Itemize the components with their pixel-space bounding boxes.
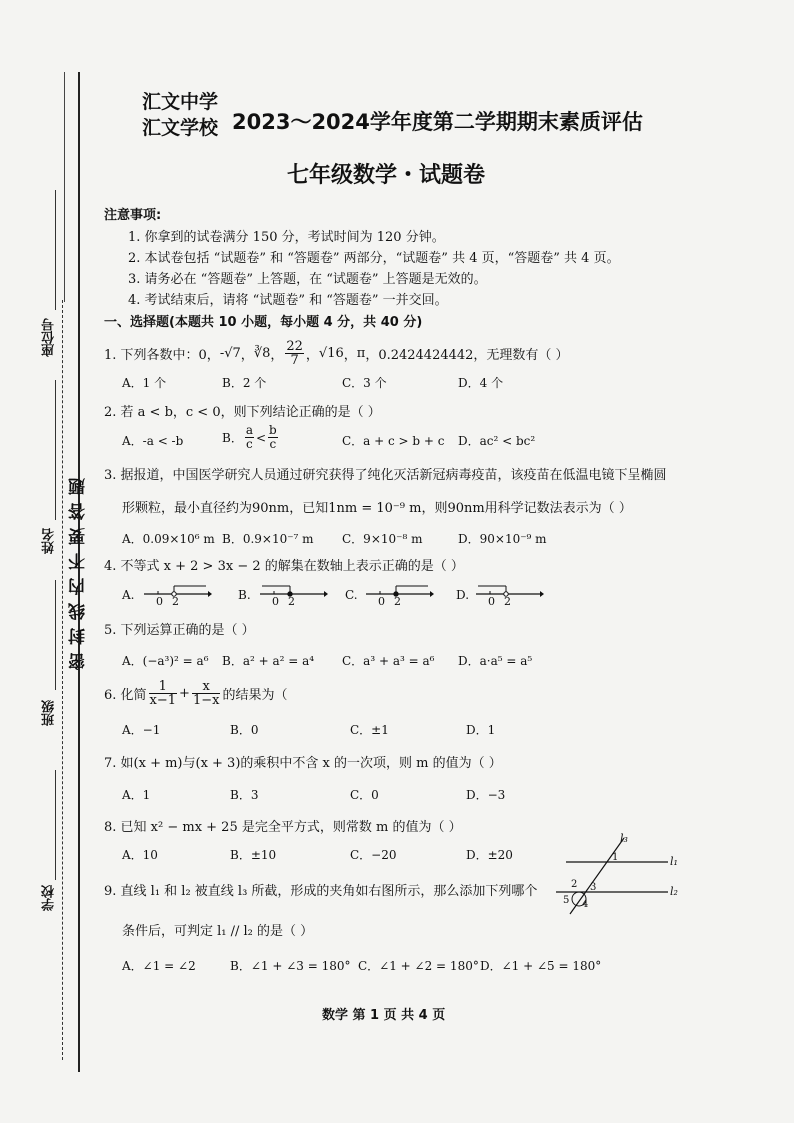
q6-option-d: D．1 — [466, 723, 496, 737]
q7-option-c: C．0 — [350, 788, 379, 802]
q4-b-tick-0: 0 — [272, 595, 279, 608]
q9-option-c: C．∠1 + ∠2 = 180° — [358, 959, 479, 973]
q2-option-c: C．a + c > b + c — [342, 434, 445, 448]
question-4-stem: 4. 不等式 x + 2 > 3x − 2 的解集在数轴上表示正确的是（ ） — [104, 559, 464, 574]
q4-a-tick-2: 2 — [172, 595, 179, 608]
question-3-stem-line1: 3. 据报道，中国医学研究人员通过研究获得了纯化灭活新冠病毒疫苗，该疫苗在低温电镜下呈椭圆 — [104, 468, 667, 483]
q6-frac2-num: x — [192, 680, 221, 694]
q6-frac1-den: x−1 — [149, 693, 177, 708]
q2-frac-a-c — [245, 424, 254, 451]
q2-frac2-den: c — [269, 437, 277, 451]
q8-option-c: C．−20 — [350, 848, 397, 862]
q4-c-tick-0: 0 — [378, 595, 385, 608]
q1-pi: π — [356, 346, 366, 361]
q6-frac2-den: 1−x — [192, 693, 220, 708]
q1-fraction — [285, 340, 304, 367]
q1-option-a: A．1 个 — [122, 376, 167, 390]
q9-fig-angle-2: 2 — [571, 879, 578, 890]
margin-border-line-inner — [64, 72, 65, 302]
q4-d-tick-2: 2 — [504, 595, 511, 608]
q4-a-tick-0: 0 — [156, 595, 163, 608]
q5-option-d: D．a·a⁵ = a⁵ — [458, 654, 533, 668]
q2-frac1-num: a — [245, 423, 253, 437]
notice-item-2: 2. 本试卷包括 “试题卷” 和 “答题卷” 两部分，“试题卷” 共 4 页，“答题卷” 共 4 页。 — [128, 251, 620, 266]
margin-label-name: 姓名 — [42, 528, 57, 554]
q1-sqrt16: √16 — [318, 346, 344, 361]
q6-fraction-2 — [192, 680, 221, 707]
margin-blank-school — [55, 770, 56, 880]
q8-option-d: D．±20 — [466, 848, 513, 862]
question-8-stem: 8. 已知 x² − mx + 25 是完全平方式，则常数 m 的值为（ ） — [104, 820, 462, 835]
q9-fig-label-l1: l₁ — [670, 855, 678, 868]
margin-label-school: 学校 — [42, 885, 57, 911]
q9-option-a: A．∠1 = ∠2 — [122, 959, 196, 973]
margin-blank-seat — [55, 190, 56, 310]
question-5-stem: 5. 下列运算正确的是（ ） — [104, 623, 255, 638]
q9-fig-angle-5: 5 — [563, 895, 570, 906]
q2-option-a: A．-a < -b — [122, 434, 184, 448]
q7-option-d: D．−3 — [466, 788, 506, 802]
q3-option-b: B．0.9×10⁻⁷ m — [222, 532, 314, 546]
question-2-stem: 2. 若 a < b，c < 0，则下列结论正确的是（ ） — [104, 405, 381, 420]
q5-option-a: A．(−a³)² = a⁶ — [122, 654, 209, 668]
q8-option-b: B．±10 — [230, 848, 277, 862]
q7-option-a: A．1 — [122, 788, 151, 802]
q9-option-d: D．∠1 + ∠5 = 180° — [480, 959, 602, 973]
q6-stem-start: 6. 化简 — [104, 688, 147, 703]
q9-option-b: B．∠1 + ∠3 = 180° — [230, 959, 351, 973]
q1-option-b: B．2 个 — [222, 376, 267, 390]
q9-fig-label-l3: l₃ — [620, 832, 628, 845]
q9-fig-label-l2: l₂ — [670, 885, 678, 898]
q3-option-a: A．0.09×10⁶ m — [122, 532, 215, 546]
school-name-2: 汇文学校 — [142, 117, 219, 139]
q8-option-a: A．10 — [122, 848, 158, 862]
question-9-stem-line1: 9. 直线 l₁ 和 l₂ 被直线 l₃ 所截，形成的夹角如右图所示，那么添加下列哪个 — [104, 884, 538, 899]
q6-fraction-1 — [149, 680, 178, 707]
q1-option-d: D．4 个 — [458, 376, 504, 390]
q6-frac1-num: 1 — [149, 680, 178, 694]
question-1-stem: 1. 下列各数中：0， -√7 ， ∛8 ， $\frac{22}{7}$ ， √16 ， π ，0.2424424442，无理数有（ ） — [104, 339, 569, 368]
q5-option-c: C．a³ + a³ = a⁶ — [342, 654, 435, 668]
q4-option-c-label: C. — [345, 588, 358, 602]
seal-line-text: 密封线内不要答题 — [69, 470, 89, 670]
q7-option-b: B．3 — [230, 788, 259, 802]
q4-option-b-label: B. — [238, 588, 251, 602]
notice-item-3: 3. 请务必在 “答题卷” 上答题，在 “试题卷” 上答题是无效的。 — [128, 272, 487, 287]
q5-option-b: B．a² + a² = a⁴ — [222, 654, 315, 668]
exam-title: 2023～2024学年度第二学期期末素质评估 — [232, 110, 643, 134]
margin-blank-name — [55, 380, 56, 520]
q1-stem-start: 1. 下列各数中：0， — [104, 348, 220, 363]
q1-neg-sqrt7: -√7 — [219, 346, 241, 361]
q2-frac1-den: c — [246, 437, 253, 451]
q9-fig-angle-4: 4 — [582, 899, 589, 910]
q4-c-tick-2: 2 — [394, 595, 401, 608]
q1-cbrt8: ∛8 — [253, 346, 271, 361]
q6-stem-end: 的结果为（ — [222, 688, 288, 703]
q2-option-b-label: B． — [222, 431, 243, 445]
notice-heading: 注意事项: — [104, 208, 162, 223]
section-heading: 一、选择题(本题共 10 小题，每小题 4 分，共 40 分) — [104, 315, 423, 330]
q4-option-d-label: D. — [456, 588, 470, 602]
q1-stem-end: ，0.2424424442，无理数有（ ） — [365, 348, 569, 363]
q2-less-than: < — [255, 430, 267, 445]
q2-frac-b-c — [268, 424, 278, 451]
notice-item-4: 4. 考试结束后，请将 “试题卷” 和 “答题卷” 一并交回。 — [128, 293, 448, 308]
q1-option-c: C．3 个 — [342, 376, 387, 390]
question-7-stem: 7. 如(x + m)与(x + 3)的乘积中不含 x 的一次项，则 m 的值为（ ） — [104, 756, 502, 771]
q1-fraction-den: 7 — [290, 353, 299, 368]
margin-blank-class — [55, 580, 56, 690]
q6-option-a: A．−1 — [122, 723, 161, 737]
q3-option-c: C．9×10⁻⁸ m — [342, 532, 423, 546]
question-6-stem — [104, 680, 287, 707]
q3-option-d: D．90×10⁻⁹ m — [458, 532, 547, 546]
seal-dashed-line — [62, 300, 63, 1060]
margin-label-seat: 座位号 — [42, 318, 57, 357]
q9-fig-angle-3: 3 — [590, 882, 597, 893]
q2-option-b — [222, 424, 280, 451]
exam-subtitle: 七年级数学・试题卷 — [287, 163, 486, 188]
q6-plus: + — [179, 686, 190, 701]
q4-option-a-label: A. — [122, 588, 135, 602]
q2-option-d: D．ac² < bc² — [458, 434, 536, 448]
school-name-1: 汇文中学 — [142, 91, 219, 113]
q4-b-tick-2: 2 — [288, 595, 295, 608]
q6-option-b: B．0 — [230, 723, 259, 737]
notice-item-1: 1. 你拿到的试卷满分 150 分，考试时间为 120 分钟。 — [128, 230, 445, 245]
q2-frac2-num: b — [269, 423, 277, 437]
question-3-stem-line2: 形颗粒，最小直径约为90nm，已知1nm = 10⁻⁹ m，则90nm用科学记数法表示为（ ） — [122, 501, 632, 516]
margin-label-class: 班级 — [42, 700, 57, 726]
q6-option-c: C．±1 — [350, 723, 389, 737]
q1-fraction-num: 22 — [286, 339, 303, 354]
question-9-stem-line2: 条件后，可判定 l₁ // l₂ 的是（ ） — [122, 924, 314, 939]
q4-d-tick-0: 0 — [488, 595, 495, 608]
page-footer: 数学 第 1 页 共 4 页 — [322, 1008, 446, 1023]
q9-fig-angle-1: 1 — [612, 852, 619, 863]
